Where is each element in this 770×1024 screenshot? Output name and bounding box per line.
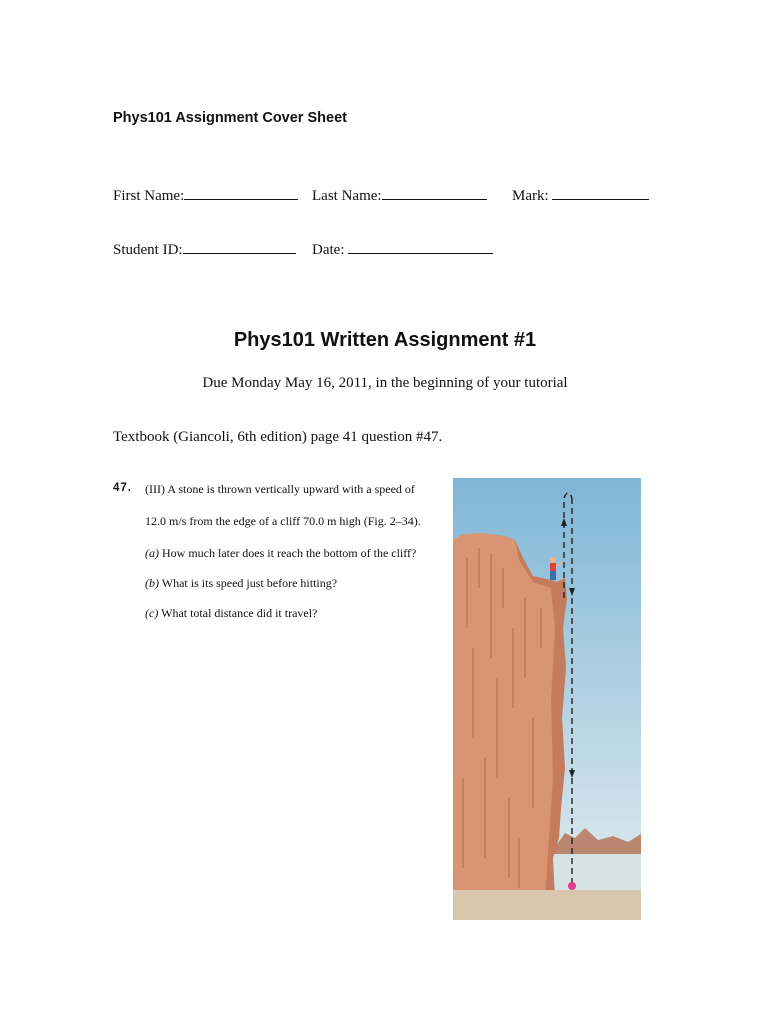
part-b-letter: (b) [145, 576, 159, 590]
mark-blank [552, 185, 649, 200]
part-c-letter: (c) [145, 606, 159, 620]
assignment-title: Phys101 Written Assignment #1 [233, 329, 537, 351]
mark-field [512, 185, 649, 205]
part-a-text: How much later does it reach the bottom of the cliff? [159, 546, 417, 560]
part-a-letter: (a) [145, 546, 159, 560]
textbook-reference: Textbook (Giancoli, 6th edition) page 41 question #47. [113, 429, 443, 445]
student-id-blank [183, 239, 296, 254]
date-blank [348, 239, 493, 254]
date-label: Date: [312, 242, 349, 258]
ground [453, 890, 641, 920]
last-name-label: Last Name: [312, 188, 382, 204]
student-id-label: Student ID: [113, 242, 183, 258]
question-part-c [145, 606, 317, 621]
question-part-a [145, 546, 416, 561]
question-part-b [145, 576, 337, 591]
question-line-2: 12.0 m/s from the edge of a cliff 70.0 m high (Fig. 2–34). [145, 514, 421, 528]
due-date-text: Due Monday May 16, 2011, in the beginning of your tutorial [202, 375, 568, 391]
part-c-text: What total distance did it travel? [158, 606, 318, 620]
student-id-field [113, 239, 296, 259]
question-line-1: (III) A stone is thrown vertically upward with a speed of [145, 482, 415, 496]
first-name-field [113, 185, 298, 205]
last-name-blank [382, 185, 487, 200]
first-name-label: First Name: [113, 188, 185, 204]
first-name-blank [184, 185, 298, 200]
distant-plain [553, 854, 641, 894]
cover-sheet-title: Phys101 Assignment Cover Sheet [113, 110, 347, 126]
question-number: 47. [113, 482, 132, 494]
part-b-text: What is its speed just before hitting? [159, 576, 338, 590]
last-name-field [312, 185, 487, 205]
date-field [312, 239, 493, 259]
mark-label: Mark: [512, 188, 553, 204]
stone-icon [568, 882, 576, 890]
cliff-stone-figure-icon [453, 478, 641, 920]
